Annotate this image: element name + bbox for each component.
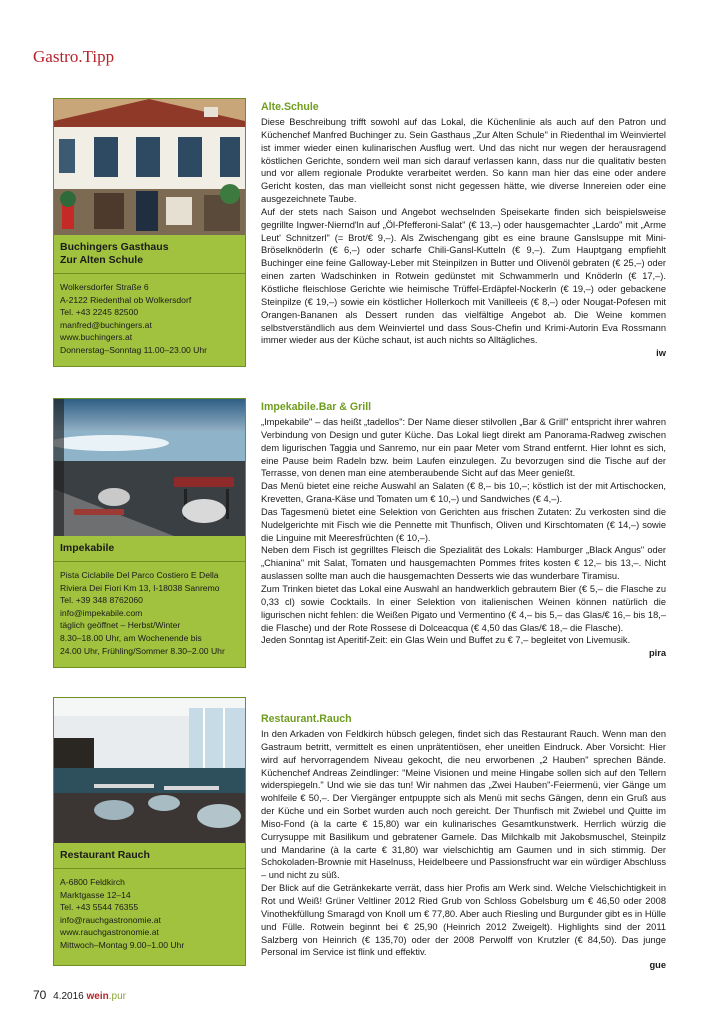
venue-photo <box>54 698 245 843</box>
article-alte-schule <box>261 101 666 360</box>
magazine-logo-suffix: .pur <box>108 991 126 1002</box>
article-paragraph: Neben dem Fisch ist gegrilltes Fleisch die Spezialität des Lokals: Hamburger „Black Angus" oder „Chianina" mit Salat, Tomaten und hausgemachten Pommes frites kosten € 12,– bis 13,–. Nicht auslassen sollte man auch die hausgemachten Desserts wie das wunderbare Tiramisu. <box>261 545 666 582</box>
venue-website[interactable]: www.rauchgastronomie.at <box>60 927 159 938</box>
venue-photo <box>54 399 245 536</box>
author-signature: pira <box>648 648 666 659</box>
article-paragraph: Der Blick auf die Getränkekarte verrät, dass hier Profis am Werk sind. Welche Vielschichtigkeit in Rot und Weiß! Grüner Veltliner 2012 Ried Grub von Schloss Gobelsburg um € 46,50 oder 2008 Vinothekfüllung Smaragd von Knoll um € 77,80. Aber auch Riesling und Burgunder gibt es in Hülle und Fülle. Rotwein beginnt bei € 25,90 (Heinrich 2012 Zweigelt). Highlights sind der 2011 Salzberg von Heinrich (€ 135,70) oder der 2008 Perwolff von Krutzler (€ 84,50). Das junge Personal im Service ist flink und effektiv. <box>261 883 666 958</box>
magazine-logo: wein <box>86 991 109 1002</box>
venue-email[interactable]: manfred@buchingers.at <box>60 319 152 330</box>
venue-name: Restaurant Rauch <box>60 849 150 861</box>
article-paragraph: Das Tagesmenü bietet eine Selektion von Gerichten aus frischen Zutaten: Zu verkosten sind die Nudelgerichte mit Fisch wie die Pennette mit Thunfisch, Oliven und Kirschtomaten (€ 14,–) sowie die Linguine mit Meeresfrüchten (€ 10,–). <box>261 506 666 543</box>
venue-email[interactable]: info@impekabile.com <box>60 607 143 618</box>
author-signature: gue <box>649 960 666 971</box>
venue-contact: A-6800 Feldkirch Marktgasse 12–14 Tel. +43 5544 76355 info@rauchgastronomie.at www.rauchgastronomie.at Mittwoch–Montag 9.00–1.00 Uhr <box>54 869 245 958</box>
article-paragraph: „Impekabile" – das heißt „tadellos": Der Name dieser stilvollen „Bar & Grill" entspricht ihrer wahren Verbindung von Design und guter Küche. Das Lokal liegt direkt am Panorama-Radweg zwischen dem ligurischen Taggia und Sanremo, nur ein paar Meter vom Strand entfernt. Hier lohnt es sich, eine Pause beim Radeln bzw. beim Laufen einzulegen. Zu bevorzugen sind die Tische auf der Terrasse, von denen man eine atemberaubende Sicht auf das Meer genießt. <box>261 417 666 479</box>
article-paragraph: In den Arkaden von Feldkirch hübsch gelegen, findet sich das Restaurant Rauch. Wenn man den Gastraum betritt, vermittelt es einen unprätentiösen, eher uneitlen Eindruck. Aber Vorsicht: Hier wird auf hervorragendem Niveau gekocht, die neu erworbenen „2 Hauben" sprechen Bände. Küchenchef Andreas Zeindlinger: "Meine Visionen und meine Hingabe sollen sich auf den Tellern widerspiegeln." Und wie sie das tun! Wir nahmen das „Zwei Hauben"-Feiermenü, vier Gänge um wohlfeile € 50,–. Der Viergänger entpuppte sich als Menü mit sechs Gängen, denn ein Gruß aus der Küche und ein Sorbet wurden auch noch gereicht. Der Thunfisch mit Zwiebel und Quitte im Miso-Fond (à la carte € 15,80) war ein kulinarisches Gesamtkunstwerk. Herrlich würzig die Currysuppe mit Basilikum und gebratener Garnele. Das Milchkalb mit Jakobsmuschel, Steinpilz und Mandarine (à la carte € 31,80) war vielschichtig am Gaumen und in sich stimmig. Der Schokoladen-Brownie mit Haselnuss, Heidelbeere und Passionsfrucht war ein würdiger Abschluss – und nicht zu süß. <box>261 729 666 881</box>
page-number: 70 <box>33 988 47 1002</box>
author-signature: iw <box>656 348 666 359</box>
article-paragraph: Das Menü bietet eine reiche Auswahl an Salaten (€ 8,– bis 10,–; köstlich ist der mit Artischocken, Krevetten, Grana-Käse und Tomaten um € 10,–) und Sandwiches (€ 4,–). <box>261 481 666 505</box>
article-paragraph: Jeden Sonntag ist Aperitif-Zeit: ein Glas Wein und Buffet zu € 7,– begleitet von Livemusik. <box>261 635 631 646</box>
venue-name: Buchingers Gasthaus Zur Alten Schule <box>60 241 169 266</box>
article-impekabile <box>261 401 666 660</box>
article-paragraph: Diese Beschreibung trifft sowohl auf das Lokal, die Küchenlinie als auch auf den Patron und Küchenchef Manfred Buchinger zu. Sein Gasthaus „Zur Alten Schule" in Riedenthal im Weinviertel ist immer wieder einen kulinarischen Ausflug wert. Und das nicht nur wegen der herausragend köstlichen Gerichte, sondern weil man sich darauf verlassen kann, dass nur die qualitativ besten und vor allem regionale Produkte verarbeitet werden. So kann man hier das eine oder andere Gericht kosten, das man vielleicht sonst nicht gegessen hätte, wie diverse Innereien oder eine ausgezeichnete Taube. <box>261 117 666 205</box>
issue-label: 4.2016 <box>53 991 84 1002</box>
venue-contact: Wolkersdorfer Straße 6 A-2122 Riedenthal ob Wolkersdorf Tel. +43 2245 82500 manfred@buchingers.at www.buchingers.at Donnerstag–Sonntag 11.00–23.00 Uhr <box>54 274 245 363</box>
article-paragraph: Zum Trinken bietet das Lokal eine Auswahl an handwerklich gebrautem Bier (€ 5,– die Flasche zu 0,33 cl) sowie Cocktails. In einer Selektion von italienischen Weinen können natürlich die ligurischen nicht fehlen: die Weißen Pigato und Vermentino (€ 4,– bis 5,– das Glas/€ 16,– bis 18,– die Flasche) und der Rote Rossese di Dolceacqua (€ 4,50 das Glas/€ 18,– die Flasche). <box>261 583 666 633</box>
article-heading: Restaurant.Rauch <box>261 713 352 725</box>
venue-info-card <box>53 697 246 966</box>
venue-info-card <box>53 398 246 668</box>
venue-info-card <box>53 98 246 367</box>
article-heading: Impekabile.Bar & Grill <box>261 401 372 413</box>
section-title: Gastro.Tipp <box>33 47 115 66</box>
venue-website[interactable]: www.buchingers.at <box>60 332 133 343</box>
article-paragraph: Auf der stets nach Saison und Angebot wechselnden Speisekarte finden sich beispielsweise gegrillte Ingwer-Niernd'ln auf „Öl-Pfefferoni-Salat" (€ 13,–) oder hausgemachter „Lardo" mit „Arme Leut' Schnitzerl" (= Brot/€ 9,–). Als Zwischengang gibt es eine braune Ganslsuppe mit Mini-Bröselknöderln (€ 6,–) oder scharfe Chili-Gansl-Kutteln (€ 9,–). Zum Hauptgang empfiehlt Buchinger eine feine Galloway-Leber mit Steinpilzen in Butter und Olivenöl gebraten (€ 25,–) oder einen zarten Wadschinken in Rotwein gedünstet mit Schwammerln und Knöderln (€ 17,–). Köstliche fleischlose Gerichte wie heimische Trüffel-Erdäpfel-Nockerln (€ 19,–) oder gebackene Steinpilze (€ 19,–) sowie ein köstlicher Hollerkoch mit Vanilleeis (€ 8,–) oder Nougat-Pofesen mit Orangen-Bananen als Dessert runden das vielfältige Angebot ab. Die Weine kommen selbstverständlich aus dem Weinviertel und dass Sous-Chefin und Krimi-Autorin Eva Rossmann immer wieder aus der Küche schaut, ist auch nichts so Alltägliches. <box>261 206 666 346</box>
venue-contact: Pista Ciclabile Del Parco Costiero E Della Riviera Dei Fiori Km 13, I-18038 Sanremo Tel. +39 348 8762060 info@impekabile.com täglich geöffnet – Herbst/Winter 8.30–18.00 Uhr, am Wochenende bis 24.00 Uhr, Frühling/Sommer 8.30–2.00 Uhr <box>54 562 245 663</box>
venue-name: Impekabile <box>60 542 115 554</box>
article-restaurant-rauch <box>261 713 666 972</box>
page-footer <box>33 988 126 1002</box>
venue-email[interactable]: info@rauchgastronomie.at <box>60 914 161 925</box>
venue-photo <box>54 99 245 235</box>
article-heading: Alte.Schule <box>261 101 319 113</box>
